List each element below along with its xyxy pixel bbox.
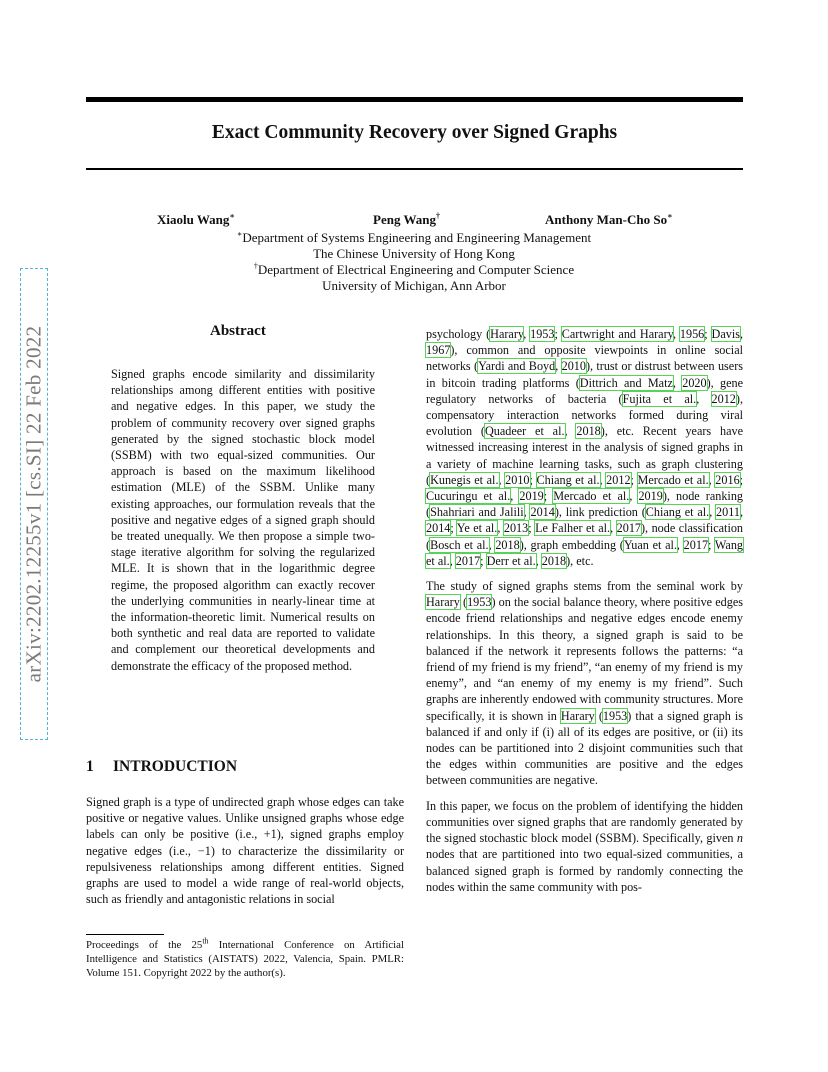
citation-link[interactable]: 2018 (541, 553, 567, 568)
citation-link[interactable]: Yuan et al. (623, 537, 677, 552)
citation-link[interactable]: 1953 (467, 595, 492, 610)
arxiv-sidebar-stamp (20, 268, 48, 740)
affiliation-line-2: The Chinese University of Hong Kong (313, 246, 515, 261)
citation-link[interactable]: Cucuringu et al. (426, 489, 511, 504)
paragraph-problem-statement: In this paper, we focus on the problem of identifying the hidden communities over signed graphs that are randomly generated by the signed stochastic block model (SSBM). Specifically, given n nodes that are partitioned into two equal-sized communities, a balanced signed graph is formed by randomly connecting the nodes within the same community with pos- (426, 798, 743, 894)
citation-link[interactable]: 2017 (616, 521, 641, 536)
citation-link[interactable]: 2018 (576, 424, 601, 439)
citation-link[interactable]: 2018 (495, 537, 520, 552)
right-column (426, 326, 743, 904)
abstract-body: Signed graphs encode similarity and dissimilarity relationships among different entities with positive and negative edges. In this paper, we study the problem of community recovery over signed graphs generated by the signed stochastic block model (SSBM) with two equal-sized communities. Our approach is based on the maximum likelihood estimation (MLE) of the SSBM. Unlike many existing approaches, our formulation reveals that the positive and negative edges of a signed graph should be treated unequally. We then propose a simple two-stage iterative algorithm for solving the regularized MLE. It is shown that in the logarithmic degree regime, the proposed algorithm can exactly recover the underlying communities in nearly-linear time at the information-theoretic limit. Numerical results on both synthetic and real data are reported to validate and complement our theoretical developments and demonstrate the efficacy of the proposed method. (111, 367, 375, 673)
section-heading-introduction: 1 INTRODUCTION (86, 758, 238, 775)
citation-link[interactable]: 2016 (715, 472, 740, 487)
paper-title: Exact Community Recovery over Signed Graphs (211, 122, 618, 143)
abstract-heading: Abstract (210, 323, 266, 339)
citation-link[interactable]: 2011 (716, 505, 740, 520)
citation-link[interactable]: Mercado et al. (637, 472, 709, 487)
affiliation-line-1: ∗Department of Systems Engineering and Engineering Management (236, 229, 592, 245)
citation-link[interactable]: 1956 (679, 327, 705, 341)
footnote-proceedings: Proceedings of the 25th International Conference on Artificial Intelligence and Statistics (AISTATS) 2022, Valencia, Spain. PMLR: Volume 151. Copyright 2022 by the author(s). (86, 936, 404, 979)
arxiv-identifier: arXiv:2202.12255v1 [cs.SI] 22 Feb 2022 (21, 325, 46, 683)
citation-link[interactable]: 2013 (503, 521, 529, 536)
citation-link[interactable]: 2017 (683, 537, 709, 552)
title-rule-bottom (86, 168, 743, 170)
citation-link[interactable]: Ye et al. (456, 521, 498, 536)
citation-link[interactable]: Harary (426, 595, 460, 610)
citation-link[interactable]: 2014 (530, 505, 555, 520)
citation-link[interactable]: 2017 (455, 553, 481, 568)
citation-link[interactable]: Chiang et al. (645, 505, 710, 520)
citation-link[interactable]: Dittrich and Matz (579, 375, 673, 390)
math-variable: n (736, 831, 743, 846)
citation-link[interactable]: Derr et al. (486, 553, 536, 568)
paragraph-related-work: psychology (Harary, 1953; Cartwright and Harary, 1956; Davis, 1967), common and opposite viewpoints in online social networks (Yardi and Boyd, 2010), trust or distrust between users in bitcoin trading platforms (Dittrich and Matz, 2020), gene regulatory networks of bacteria (Fujita et al., 2012), compensatory interaction networks formed during viral evolution (Quadeer et al., 2018), etc. Recent years have witnessed increasing interest in the analysis of signed graphs in a variety of machine learning tasks, such as graph clustering (Kunegis et al., 2010; Chiang et al., 2012; Mercado et al., 2016; Cucuringu et al., 2019; Mercado et al., 2019), node ranking (Shahriari and Jalili, 2014), link prediction (Chiang et al., 2011, 2014; Ye et al., 2013; Le Falher et al., 2017), node classification (Bosch et al., 2018), graph embedding (Yuan et al., 2017; Wang et al., 2017; Derr et al., 2018), etc. (426, 327, 744, 568)
citation-link[interactable]: Bosch et al. (430, 537, 489, 552)
citation-link[interactable]: 2010 (505, 472, 530, 487)
citation-link[interactable]: Quadeer et al. (484, 424, 565, 439)
citation-link[interactable]: Chiang et al. (536, 472, 600, 487)
citation-link[interactable]: 1953 (602, 708, 628, 723)
citation-link[interactable]: Mercado et al. (553, 489, 630, 504)
citation-link[interactable]: Kunegis et al. (430, 472, 499, 487)
citation-link[interactable]: Yardi and Boyd (478, 359, 556, 374)
author-1: Xiaolu Wang∗ (157, 211, 235, 227)
citation-link[interactable]: Harary (490, 327, 524, 341)
citation-link[interactable]: 2019 (519, 489, 544, 504)
citation-link[interactable]: 2012 (711, 391, 736, 406)
citation-link[interactable]: 2019 (638, 489, 663, 504)
affiliation-line-4: University of Michigan, Ann Arbor (322, 278, 506, 293)
title-rule-top (86, 97, 743, 102)
citation-link[interactable]: 1967 (426, 343, 451, 358)
introduction-paragraph: Signed graph is a type of undirected graph whose edges can take positive or negative values. Unlike unsigned graphs whose edge labels can only be positive (i.e., +1), signed graphs employ negative edges (i.e., −1) to characterize the dissimilarity or repulsiveness relationships among different entities. Signed graphs are used to model a wide range of real-world objects, such as friendly and antagonistic relations in social (86, 795, 404, 907)
citation-link[interactable]: 2012 (606, 472, 631, 487)
citation-link[interactable]: 2020 (682, 375, 707, 390)
citation-link[interactable]: Harary (560, 708, 595, 723)
paragraph-balance-theory: The study of signed graphs stems from the seminal work by Harary (1953) on the social balance theory, where positive edges encode friend relationships and negative edges encode enemy relationships. In this theory, a signed graph is said to be balanced if the network it represents follows the patterns: “a friend of my friend is my friend”, “an enemy of my friend is my enemy”, and “an enemy of my enemy is my friend”. Such graphs are inherently endowed with community structures. More specifically, it is shown in Harary (1953) that a signed graph is balanced if and only if (i) all of its edges are positive, or (ii) its nodes can be partitioned into 2 disjoint communities such that the edges within communities are positive and the edges between communities are negative. (426, 579, 743, 788)
author-3: Anthony Man-Cho So∗ (545, 211, 673, 227)
footnote-rule (86, 934, 164, 935)
citation-link[interactable]: 2010 (561, 359, 586, 374)
citation-link[interactable]: Fujita et al. (622, 391, 697, 406)
citation-link[interactable]: Davis (711, 327, 740, 341)
author-list (0, 212, 828, 232)
citation-link[interactable]: 2014 (426, 521, 451, 536)
affiliation-line-3: †Department of Electrical Engineering and Computer Science (253, 261, 575, 277)
author-2: Peng Wang† (373, 211, 440, 227)
citation-link[interactable]: Le Falher et al. (535, 521, 611, 536)
citation-link[interactable]: Wang et al. (426, 537, 744, 568)
citation-link[interactable]: Cartwright and Harary (561, 327, 673, 341)
citation-link[interactable]: 1953 (530, 327, 555, 341)
citation-link[interactable]: Shahriari and Jalili (430, 505, 524, 520)
